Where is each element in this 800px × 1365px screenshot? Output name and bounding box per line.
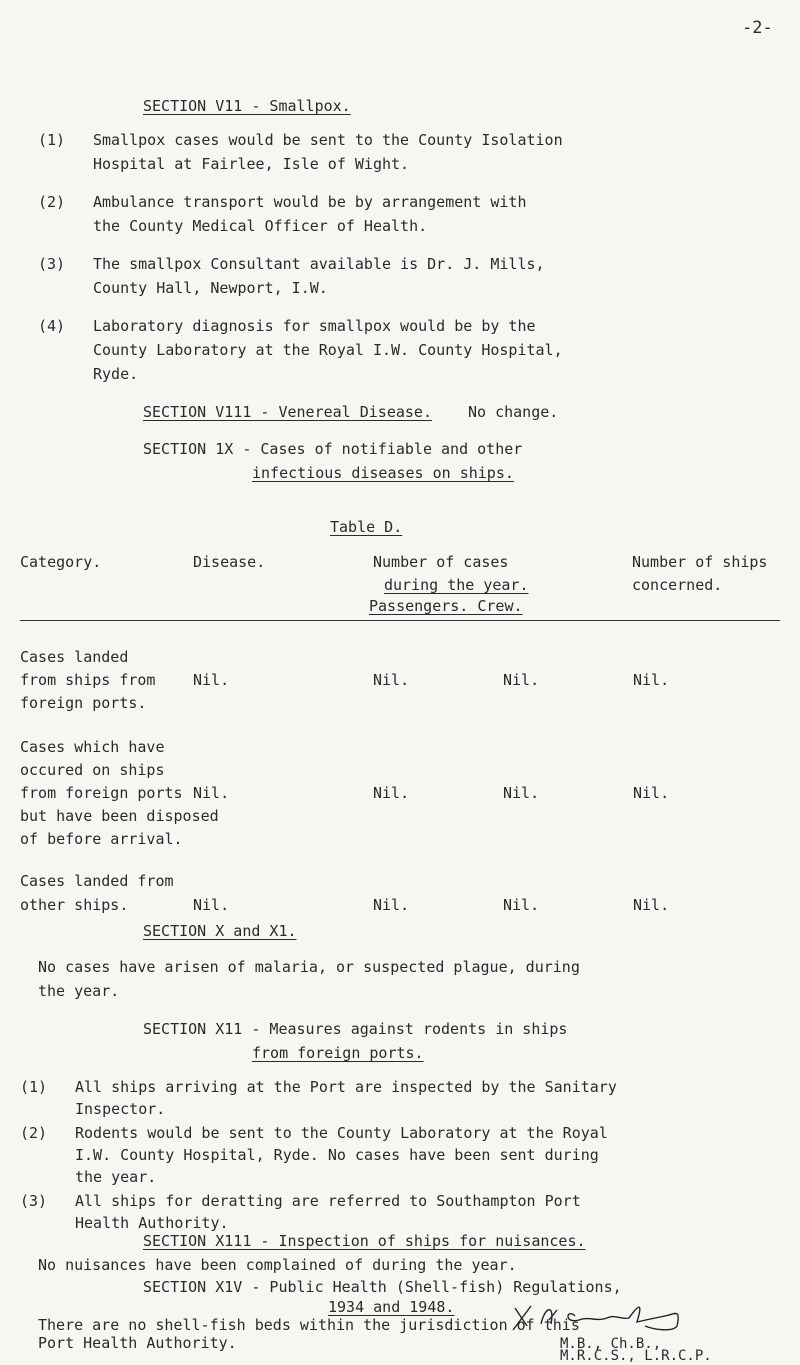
sec7-item3-num: (3)	[38, 255, 66, 273]
row3-ships: Nil.	[633, 896, 670, 914]
signature-credentials-line2: M.R.C.S., L.R.C.P.	[560, 1348, 712, 1364]
section-14-line1: There are no shell-fish beds within the jurisdiction of this	[38, 1316, 580, 1334]
row2-ships: Nil.	[633, 784, 670, 802]
sec12-item2-line3: the year.	[75, 1168, 157, 1186]
sec12-item1-line1: All ships arriving at the Port are inspected by the Sanitary	[75, 1078, 617, 1096]
sec7-item4-line2: County Laboratory at the Royal I.W. County Hospital,	[93, 341, 563, 359]
row2-category-line1: Cases which have	[20, 738, 165, 756]
section-8-heading: SECTION V111 - Venereal Disease.	[143, 403, 432, 421]
row2-category-line3: from foreign ports	[20, 784, 183, 802]
section-12-heading-line1: SECTION X11 - Measures against rodents in ships	[143, 1020, 568, 1038]
section-13-text: No nuisances have been complained of during the year.	[38, 1256, 517, 1274]
row2-passengers: Nil.	[373, 784, 410, 802]
row2-category-line4: but have been disposed	[20, 807, 219, 825]
col-header-category: Category.	[20, 553, 102, 571]
section-14-heading-line2: 1934 and 1948.	[328, 1298, 455, 1316]
section-12-heading-line2: from foreign ports.	[252, 1044, 424, 1062]
sec12-item3-line2: Health Authority.	[75, 1214, 229, 1232]
col-header-ships-line2: concerned.	[632, 576, 723, 594]
col-header-passengers-crew: Passengers. Crew.	[369, 597, 523, 615]
row1-category-line3: foreign ports.	[20, 694, 147, 712]
table-title: Table D.	[330, 518, 403, 536]
sec7-item3-line2: County Hall, Newport, I.W.	[93, 279, 328, 297]
sec7-item3-line1: The smallpox Consultant available is Dr. J. Mills,	[93, 255, 545, 273]
col-header-cases-line2: during the year.	[384, 576, 529, 594]
section-14-heading-line1: SECTION X1V - Public Health (Shell-fish) Regulations,	[143, 1278, 622, 1296]
sec12-item2-line1: Rodents would be sent to the County Laboratory at the Royal	[75, 1124, 608, 1142]
row2-category-line2: occured on ships	[20, 761, 165, 779]
section-9-heading-line2: infectious diseases on ships.	[252, 464, 514, 482]
row2-category-line5: of before arrival.	[20, 830, 183, 848]
row1-ships: Nil.	[633, 671, 670, 689]
sec7-item1-num: (1)	[38, 131, 66, 149]
sec7-item2-num: (2)	[38, 193, 66, 211]
col-header-cases-line1: Number of cases	[373, 553, 509, 571]
sec12-item3-line1: All ships for deratting are referred to Southampton Port	[75, 1192, 581, 1210]
section-8-text: No change.	[468, 403, 559, 421]
sec7-item4-line3: Ryde.	[93, 365, 139, 383]
sec12-item2-num: (2)	[20, 1124, 48, 1142]
sec12-item3-num: (3)	[20, 1192, 48, 1210]
row3-passengers: Nil.	[373, 896, 410, 914]
row3-disease: Nil.	[193, 896, 230, 914]
sec12-item2-line2: I.W. County Hospital, Ryde. No cases have been sent during	[75, 1146, 599, 1164]
row1-passengers: Nil.	[373, 671, 410, 689]
section-14-line2: Port Health Authority.	[38, 1334, 237, 1352]
sec12-item1-line2: Inspector.	[75, 1100, 166, 1118]
sec7-item2-line1: Ambulance transport would be by arrangement with	[93, 193, 527, 211]
row1-crew: Nil.	[503, 671, 540, 689]
section-9-heading-line1: SECTION 1X - Cases of notifiable and other	[143, 440, 523, 458]
page-number: -2-	[742, 18, 773, 38]
sec7-item4-num: (4)	[38, 317, 66, 335]
row2-disease: Nil.	[193, 784, 230, 802]
sec7-item4-line1: Laboratory diagnosis for smallpox would be by the	[93, 317, 536, 335]
signature-credentials-line1: M.B., Ch.B.,	[560, 1336, 662, 1352]
sec7-item1-line2: Hospital at Fairlee, Isle of Wight.	[93, 155, 410, 173]
col-header-disease: Disease.	[193, 553, 266, 571]
row1-category-line1: Cases landed	[20, 648, 129, 666]
section-10-line1: No cases have arisen of malaria, or suspected plague, during	[38, 958, 580, 976]
row3-category-line1: Cases landed from	[20, 872, 174, 890]
row3-crew: Nil.	[503, 896, 540, 914]
row1-disease: Nil.	[193, 671, 230, 689]
table-header-rule	[20, 620, 780, 621]
sec7-item1-line1: Smallpox cases would be sent to the County Isolation	[93, 131, 563, 149]
col-header-ships-line1: Number of ships	[632, 553, 768, 571]
sec7-item2-line2: the County Medical Officer of Health.	[93, 217, 428, 235]
section-7-heading: SECTION V11 - Smallpox.	[143, 97, 351, 115]
row2-crew: Nil.	[503, 784, 540, 802]
sec12-item1-num: (1)	[20, 1078, 48, 1096]
row3-category-line2: other ships.	[20, 896, 129, 914]
handwritten-signature	[505, 1296, 705, 1336]
section-13-heading: SECTION X111 - Inspection of ships for nuisances.	[143, 1232, 586, 1250]
row1-category-line2: from ships from	[20, 671, 156, 689]
section-10-line2: the year.	[38, 982, 120, 1000]
section-10-heading: SECTION X and X1.	[143, 922, 297, 940]
